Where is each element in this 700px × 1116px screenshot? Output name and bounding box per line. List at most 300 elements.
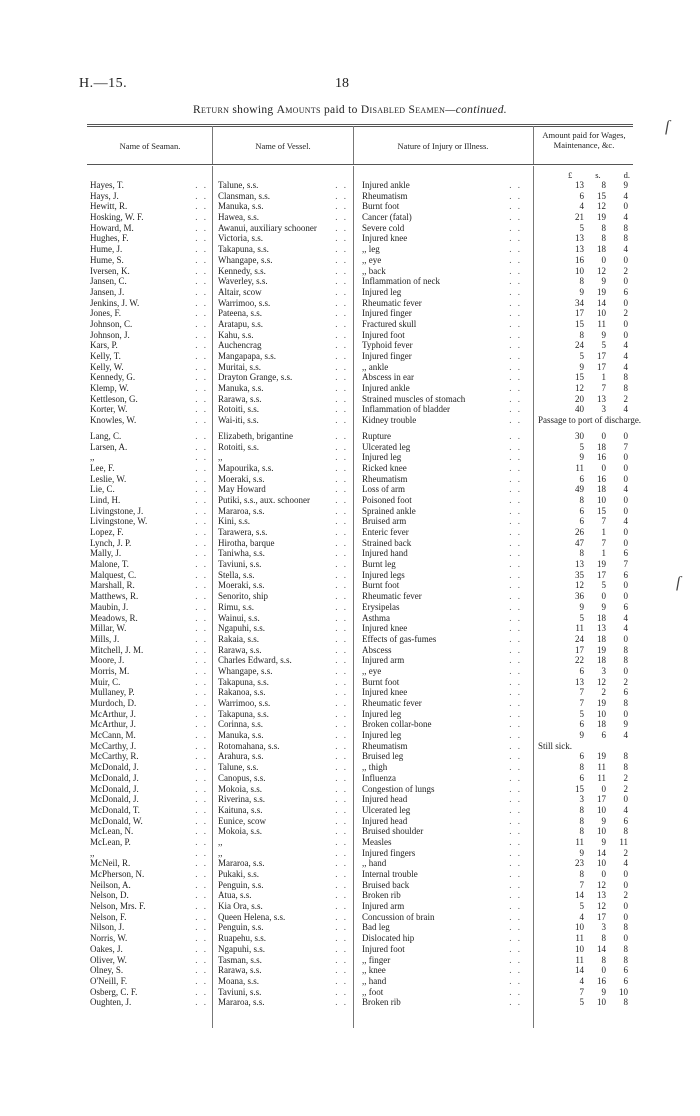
vessel-name-text: Kini, s.s. <box>218 516 251 527</box>
leader-dots: . . <box>195 580 208 591</box>
seaman-name-text: Hume, J. <box>90 244 123 255</box>
amount-shillings: 15 <box>597 190 606 201</box>
leader-dots: . . <box>195 527 208 537</box>
leader-dots: . . <box>195 308 208 319</box>
injury-description <box>362 719 522 730</box>
vessel-name-text: Penguin, s.s. <box>218 879 264 890</box>
vessel-name-text: Canopus, s.s. <box>218 772 266 783</box>
amount-shillings: 16 <box>597 452 606 463</box>
leader-dots: . . <box>335 505 348 516</box>
amount-pounds: 6 <box>579 772 584 783</box>
injury-description-text: Abscess <box>362 644 392 655</box>
amount-shillings: 9 <box>601 836 606 847</box>
leader-dots: . . <box>195 719 208 730</box>
amount-shillings: 13 <box>597 623 606 634</box>
leader-dots: . . <box>335 997 348 1008</box>
leader-dots: . . <box>195 762 208 773</box>
vessel-name <box>218 276 348 287</box>
leader-dots: . . <box>195 869 208 879</box>
vessel-name <box>218 538 348 549</box>
vessel-name-text: Kahu, s.s. <box>218 329 254 340</box>
seaman-name-text: McCann, M. <box>90 730 136 741</box>
seaman-name <box>90 372 208 383</box>
leader-dots: . . <box>195 804 208 815</box>
table-row <box>0 372 700 383</box>
injury-description-text: Kidney trouble <box>362 415 417 426</box>
injury-description-text: Effects of gas-fumes <box>362 633 437 644</box>
vessel-name-text: Whangape, s.s. <box>218 254 273 265</box>
seaman-name <box>90 666 208 677</box>
amount-pounds: 5 <box>579 708 584 719</box>
vessel-name <box>218 965 348 976</box>
leader-dots: . . <box>195 351 208 361</box>
amount-pounds: 47 <box>575 537 584 548</box>
leader-dots: . . <box>335 329 348 340</box>
seaman-name <box>90 655 208 666</box>
injury-description <box>362 506 522 517</box>
table-row <box>0 276 700 287</box>
leader-dots: . . <box>195 601 208 612</box>
injury-description <box>362 351 522 362</box>
amount-shillings: 9 <box>601 329 606 340</box>
injury-description-text: Internal trouble <box>362 869 418 879</box>
vessel-name <box>218 394 348 405</box>
vessel-name <box>218 848 348 859</box>
vessel-name <box>218 890 348 901</box>
injury-description-text: Inflammation of neck <box>362 276 440 287</box>
injury-description <box>362 415 522 426</box>
seaman-name-text: Johnson, J. <box>90 329 130 340</box>
amount-pounds: 34 <box>575 297 584 308</box>
amount-pence: 0 <box>623 869 628 879</box>
injury-description <box>362 976 522 987</box>
injury-description-text: ,, back <box>362 265 386 276</box>
injury-description-text: Sprained ankle <box>362 505 416 516</box>
vessel-name <box>218 463 348 474</box>
leader-dots: . . <box>195 484 208 495</box>
vessel-name-text: Muritai, s.s. <box>218 361 262 372</box>
amount-pounds: 8 <box>579 804 584 815</box>
vessel-name <box>218 837 348 848</box>
table-row <box>0 890 700 901</box>
injury-description-text: Rheumatic fever <box>362 297 422 308</box>
table-row <box>0 709 700 720</box>
amount-shillings: 18 <box>597 655 606 666</box>
amount-pounds: 21 <box>575 212 584 223</box>
unit-shillings: s. <box>595 170 601 180</box>
table-row <box>0 997 700 1008</box>
injury-description-text: ,, hand <box>362 858 387 869</box>
amount-pence: 0 <box>623 580 628 591</box>
injury-description <box>362 516 522 527</box>
injury-description <box>362 751 522 762</box>
injury-description-text: Rheumatism <box>362 473 408 484</box>
leader-dots: . . <box>335 676 348 687</box>
seaman-name-text: McLean, N. <box>90 826 134 837</box>
table-row <box>0 180 700 191</box>
table-row <box>0 944 700 955</box>
injury-description-text: Injured leg <box>362 730 402 741</box>
leader-dots: . . <box>509 708 522 719</box>
seaman-name <box>90 709 208 720</box>
leader-dots: . . <box>195 965 208 976</box>
amount-pounds: 6 <box>579 665 584 676</box>
seaman-name-text: Hays, J. <box>90 190 119 201</box>
leader-dots: . . <box>509 601 522 612</box>
vessel-name-text: Takapuna, s.s. <box>218 708 269 719</box>
amount-shillings: 18 <box>597 441 606 452</box>
amount-shillings: 8 <box>601 933 606 944</box>
leader-dots: . . <box>335 516 348 527</box>
seaman-name-text: Nilson, J. <box>90 922 125 933</box>
seaman-name-text: Mally, J. <box>90 548 122 559</box>
injury-description <box>362 580 522 591</box>
seaman-name <box>90 997 208 1008</box>
vessel-name-text: Mokoia, s.s. <box>218 783 263 794</box>
table-row <box>0 666 700 677</box>
seaman-name-text: Lind, H. <box>90 494 121 505</box>
vessel-name <box>218 655 348 666</box>
seaman-name-text: Lopez, F. <box>90 527 124 537</box>
injury-description <box>362 383 522 394</box>
leader-dots: . . <box>335 462 348 473</box>
table-row <box>0 298 700 309</box>
leader-dots: . . <box>335 665 348 676</box>
injury-description-text: Ricked knee <box>362 462 407 473</box>
seaman-name <box>90 955 208 966</box>
injury-description <box>362 997 522 1008</box>
leader-dots: . . <box>335 794 348 805</box>
leader-dots: . . <box>195 212 208 223</box>
leader-dots: . . <box>509 730 522 741</box>
amount-shillings: 0 <box>601 591 606 602</box>
amount-shillings: 10 <box>597 708 606 719</box>
amount-shillings: 0 <box>601 965 606 976</box>
amount-shillings: 0 <box>601 430 606 441</box>
table-row <box>0 570 700 581</box>
seaman-name-text: McDonald, J. <box>90 794 139 805</box>
injury-description-text: Injured foot <box>362 329 405 340</box>
amount-pounds: 8 <box>579 815 584 826</box>
vessel-name <box>218 495 348 506</box>
injury-description-text: Injured arm <box>362 655 405 666</box>
seaman-name-text: Morris, M. <box>90 665 130 676</box>
seaman-name-text: Olney, S. <box>90 965 124 976</box>
amount-pence: 6 <box>623 548 628 559</box>
injury-description-text: Injured fingers <box>362 847 416 858</box>
injury-description <box>362 826 522 837</box>
vessel-name-text: Moeraki, s.s. <box>218 580 265 591</box>
amount-pence: 0 <box>623 462 628 473</box>
leader-dots: . . <box>335 655 348 666</box>
leader-dots: . . <box>335 383 348 394</box>
amount-pence: 2 <box>623 783 628 794</box>
amount-shillings: 17 <box>597 569 606 580</box>
page-code: H.—15. <box>79 76 128 91</box>
table-row <box>0 351 700 362</box>
leader-dots: . . <box>335 404 348 415</box>
injury-description-text: Rheumatism <box>362 740 408 751</box>
amount-pounds: 9 <box>579 601 584 612</box>
leader-dots: . . <box>195 847 208 858</box>
amount-shillings: 13 <box>597 890 606 901</box>
leader-dots: . . <box>509 772 522 783</box>
vessel-name-text: Moeraki, s.s. <box>218 473 265 484</box>
amount-pounds: 13 <box>575 244 584 255</box>
vessel-name <box>218 634 348 645</box>
table-row <box>0 602 700 613</box>
injury-description-text: Ulcerated leg <box>362 441 411 452</box>
leader-dots: . . <box>195 933 208 944</box>
seaman-name-text: ,, <box>90 452 95 463</box>
seaman-name <box>90 645 208 656</box>
seaman-name <box>90 698 208 709</box>
vessel-name <box>218 266 348 277</box>
amount-pounds: 3 <box>579 794 584 805</box>
column-header-injury: Nature of Injury or Illness. <box>397 141 489 151</box>
table-body <box>0 180 700 1008</box>
leader-dots: . . <box>195 911 208 922</box>
table-row <box>0 719 700 730</box>
amount-pence: 8 <box>623 922 628 933</box>
injury-description-text: Ulcerated leg <box>362 804 411 815</box>
seaman-name-text: Mills, J. <box>90 633 120 644</box>
injury-description <box>362 474 522 485</box>
leader-dots: . . <box>335 190 348 201</box>
amount-note: Passage to port of discharge. <box>538 415 642 426</box>
seaman-name <box>90 805 208 816</box>
vessel-name <box>218 794 348 805</box>
amount-pence: 4 <box>623 623 628 634</box>
table-row <box>0 223 700 234</box>
leader-dots: . . <box>509 516 522 527</box>
vessel-name-text: ,, <box>218 836 223 847</box>
injury-description <box>362 901 522 912</box>
table-row <box>0 559 700 570</box>
leader-dots: . . <box>335 212 348 223</box>
amount-pence: 2 <box>623 847 628 858</box>
injury-description <box>362 330 522 341</box>
amount-pounds: 4 <box>579 911 584 922</box>
vessel-name <box>218 730 348 741</box>
vessel-name <box>218 869 348 880</box>
vessel-name <box>218 319 348 330</box>
amount-pounds: 10 <box>575 922 584 933</box>
amount-pence: 8 <box>623 954 628 965</box>
amount-pounds: 17 <box>575 644 584 655</box>
amount-shillings: 17 <box>597 794 606 805</box>
amount-pence: 7 <box>623 559 628 570</box>
leader-dots: . . <box>509 676 522 687</box>
amount-pence: 0 <box>623 201 628 212</box>
table-row <box>0 751 700 762</box>
leader-dots: . . <box>195 783 208 794</box>
leader-dots: . . <box>509 665 522 676</box>
leader-dots: . . <box>195 890 208 901</box>
leader-dots: . . <box>335 452 348 463</box>
leader-dots: . . <box>509 762 522 773</box>
leader-dots: . . <box>509 484 522 495</box>
amount-pence: 0 <box>623 911 628 922</box>
leader-dots: . . <box>335 698 348 708</box>
injury-description <box>362 591 522 602</box>
amount-shillings: 18 <box>597 484 606 495</box>
vessel-name-text: Taniwha, s.s. <box>218 548 265 559</box>
amount-pence: 8 <box>623 762 628 773</box>
vessel-name <box>218 362 348 373</box>
leader-dots: . . <box>195 318 208 329</box>
seaman-name <box>90 613 208 624</box>
injury-description <box>362 431 522 442</box>
seaman-name <box>90 965 208 976</box>
vessel-name-text: Senorito, ship <box>218 591 269 602</box>
amount-shillings: 16 <box>597 473 606 484</box>
table-row <box>0 319 700 330</box>
leader-dots: . . <box>195 815 208 826</box>
vessel-name-text: Rarawa, s.s. <box>218 644 262 655</box>
seaman-name <box>90 394 208 405</box>
amount-shillings: 10 <box>597 308 606 319</box>
leader-dots: . . <box>509 698 522 708</box>
leader-dots: . . <box>195 473 208 484</box>
injury-description <box>362 762 522 773</box>
vessel-name-text: Auchencrag <box>218 340 262 351</box>
seaman-name <box>90 880 208 891</box>
amount-shillings: 11 <box>597 762 606 773</box>
leader-dots: . . <box>195 548 208 559</box>
table-row <box>0 244 700 255</box>
injury-description-text: Injured hand <box>362 548 408 559</box>
vessel-name-text: Corinna, s.s. <box>218 719 263 730</box>
injury-description-text: Bad leg <box>362 922 390 933</box>
amount-pounds: 6 <box>579 190 584 201</box>
leader-dots: . . <box>335 847 348 858</box>
injury-description <box>362 773 522 784</box>
seaman-name <box>90 340 208 351</box>
injury-description-text: Rupture <box>362 430 391 441</box>
injury-description-text: Injured leg <box>362 452 402 463</box>
amount-shillings: 12 <box>597 901 606 912</box>
amount-pence: 0 <box>623 901 628 912</box>
amount-pounds: 5 <box>579 612 584 623</box>
amount-shillings: 10 <box>597 804 606 815</box>
amount-pence: 4 <box>623 351 628 361</box>
amount-pence: 2 <box>623 676 628 687</box>
injury-description <box>362 623 522 634</box>
leader-dots: . . <box>509 804 522 815</box>
injury-description <box>362 559 522 570</box>
vessel-name-text: Ngapuhi, s.s. <box>218 623 265 634</box>
vessel-name-text: Victoria, s.s. <box>218 233 263 244</box>
leader-dots: . . <box>195 772 208 783</box>
table-row <box>0 330 700 341</box>
amount-shillings: 19 <box>597 286 606 297</box>
table-row <box>0 880 700 891</box>
vessel-name <box>218 976 348 987</box>
leader-dots: . . <box>335 393 348 404</box>
injury-description <box>362 955 522 966</box>
vessel-name <box>218 709 348 720</box>
leader-dots: . . <box>335 233 348 244</box>
seaman-name-text: Malquest, C. <box>90 569 137 580</box>
seaman-name <box>90 912 208 923</box>
amount-pence: 8 <box>623 997 628 1008</box>
seaman-name <box>90 784 208 795</box>
amount-pence: 6 <box>623 569 628 580</box>
amount-shillings: 1 <box>601 527 606 537</box>
seaman-name <box>90 527 208 538</box>
amount-shillings: 6 <box>601 730 606 741</box>
vessel-name <box>218 826 348 837</box>
table-row <box>0 255 700 266</box>
amount-pounds: 17 <box>575 308 584 319</box>
vessel-name <box>218 858 348 869</box>
seaman-name-text: Malone, T. <box>90 559 129 570</box>
leader-dots: . . <box>195 826 208 837</box>
amount-shillings: 3 <box>601 665 606 676</box>
leader-dots: . . <box>509 254 522 265</box>
amount-pence: 0 <box>623 591 628 602</box>
seaman-name-text: Millar, W. <box>90 623 127 634</box>
leader-dots: . . <box>509 329 522 340</box>
table-row <box>0 362 700 373</box>
vessel-name <box>218 955 348 966</box>
injury-description-text: Burnt foot <box>362 201 400 212</box>
vessel-name-text: Drayton Grange, s.s. <box>218 372 293 383</box>
injury-description <box>362 191 522 202</box>
amount-shillings: 3 <box>601 404 606 415</box>
table-row <box>0 965 700 976</box>
leader-dots: . . <box>195 430 208 441</box>
vessel-name-text: Rakanoa, s.s. <box>218 687 266 698</box>
seaman-name <box>90 976 208 987</box>
leader-dots: . . <box>335 484 348 495</box>
leader-dots: . . <box>335 473 348 484</box>
leader-dots: . . <box>335 901 348 912</box>
vessel-name <box>218 516 348 527</box>
injury-description <box>362 890 522 901</box>
amount-pence: 7 <box>623 441 628 452</box>
vessel-name-text: Eunice, scow <box>218 815 266 826</box>
seaman-name-text: Oliver, W. <box>90 954 127 965</box>
vessel-name <box>218 666 348 677</box>
seaman-name <box>90 442 208 453</box>
amount-shillings: 17 <box>597 911 606 922</box>
injury-description <box>362 965 522 976</box>
vessel-name-text: Rarawa, s.s. <box>218 965 262 976</box>
leader-dots: . . <box>195 441 208 452</box>
table-row <box>0 613 700 624</box>
vessel-name <box>218 602 348 613</box>
table-row <box>0 404 700 415</box>
seaman-name <box>90 687 208 698</box>
amount-pence: 9 <box>623 719 628 730</box>
amount-pence: 6 <box>623 687 628 698</box>
injury-description <box>362 645 522 656</box>
amount-pounds: 10 <box>575 265 584 276</box>
amount-pence: 0 <box>623 505 628 516</box>
amount-shillings: 19 <box>597 644 606 655</box>
amount-pence: 2 <box>623 890 628 901</box>
leader-dots: . . <box>509 201 522 212</box>
leader-dots: . . <box>335 297 348 308</box>
amount-pence: 8 <box>623 644 628 655</box>
injury-description-text: ,, thigh <box>362 762 388 773</box>
leader-dots: . . <box>335 591 348 602</box>
amount-pounds: 40 <box>575 404 584 415</box>
injury-description <box>362 255 522 266</box>
injury-description-text: Strained back <box>362 537 412 548</box>
